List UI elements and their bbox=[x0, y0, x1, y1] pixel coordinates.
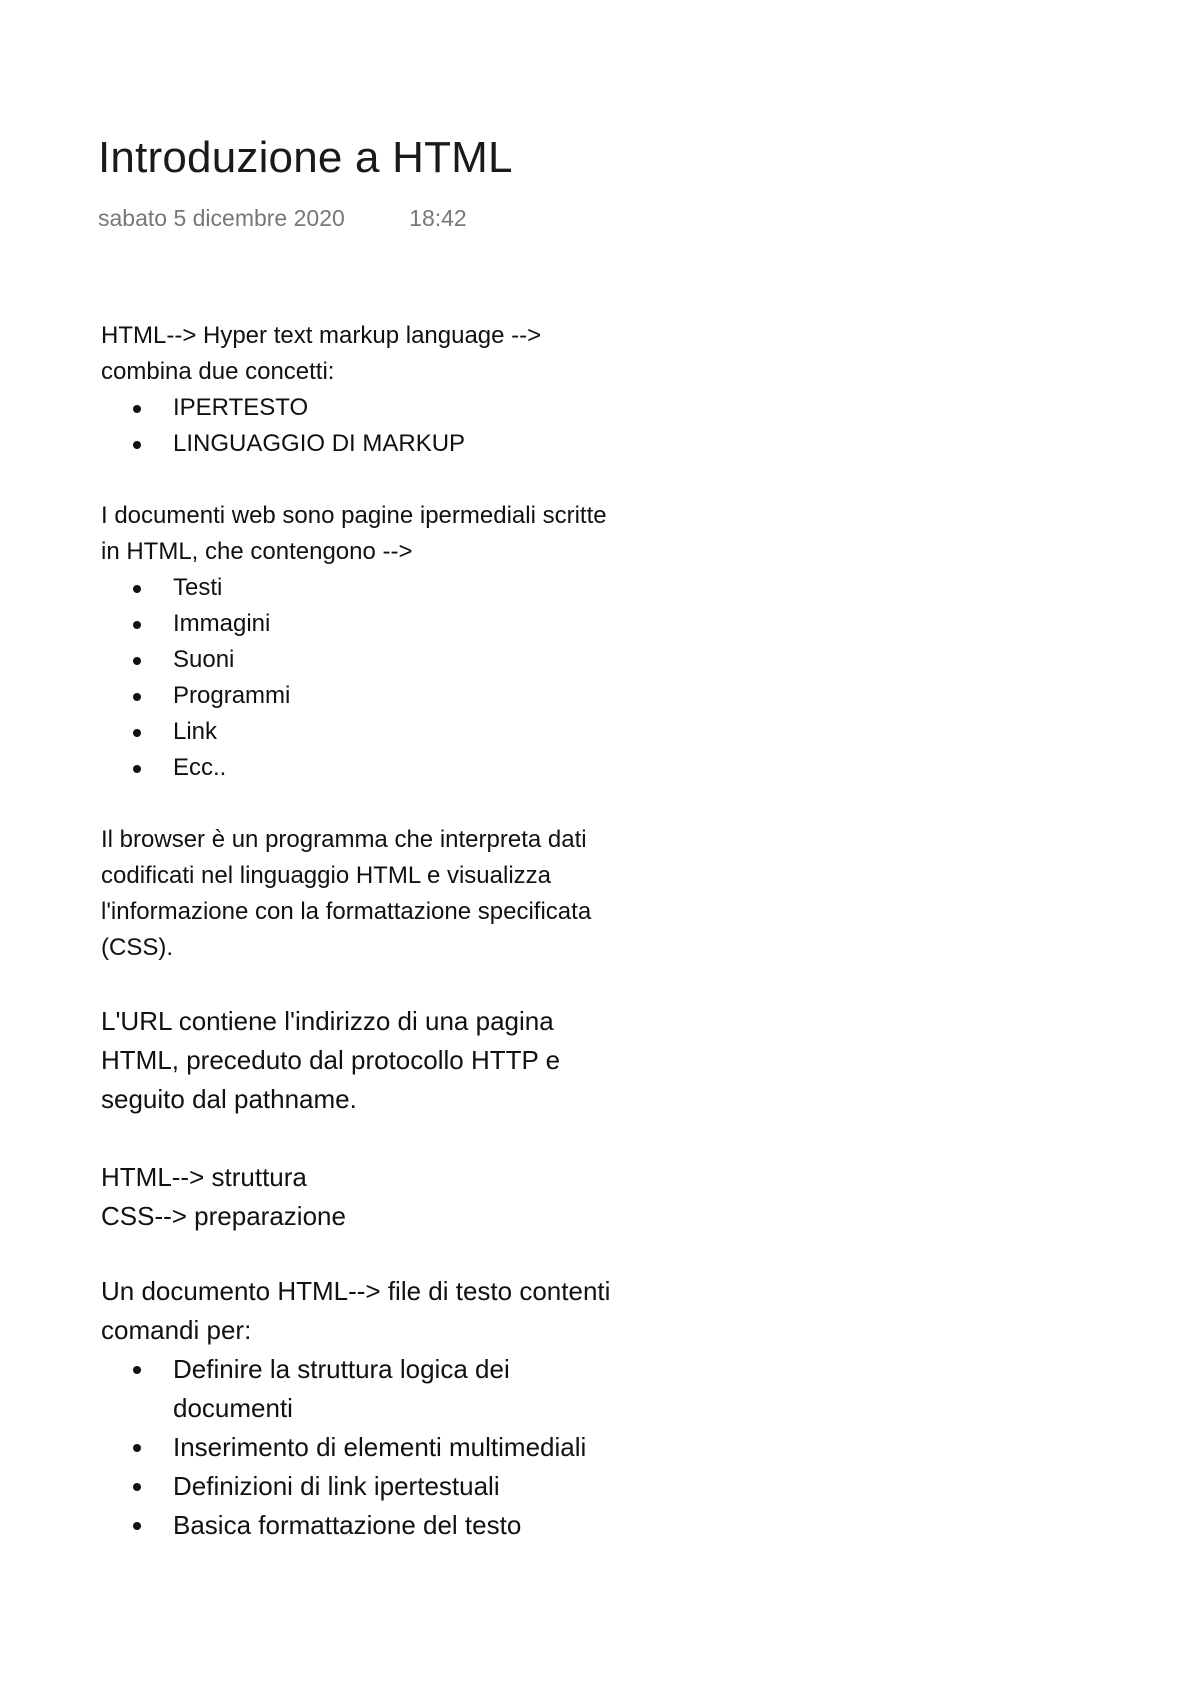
html-structure-line: HTML--> struttura bbox=[101, 1162, 307, 1192]
list-item-line: documenti bbox=[173, 1393, 293, 1423]
list-item: Inserimento di elementi multimediali bbox=[101, 1428, 741, 1467]
contents-list bbox=[101, 570, 741, 786]
doc-line-2: comandi per: bbox=[101, 1315, 252, 1345]
concepts-list bbox=[101, 390, 741, 462]
list-item: LINGUAGGIO DI MARKUP bbox=[101, 426, 741, 462]
list-item: Link bbox=[101, 714, 741, 750]
list-item: Basica formattazione del testo bbox=[101, 1506, 741, 1545]
browser-line-3: l'informazione con la formattazione specificata bbox=[101, 898, 592, 925]
note-timestamp bbox=[98, 205, 467, 232]
list-item: Ecc.. bbox=[101, 750, 741, 786]
url-line-3: seguito dal pathname. bbox=[101, 1084, 357, 1114]
note-body bbox=[101, 318, 741, 1545]
url-line-2: HTML, preceduto dal protocollo HTTP e bbox=[101, 1045, 561, 1075]
page-title: Introduzione a HTML bbox=[98, 133, 513, 182]
spacer bbox=[101, 1236, 741, 1272]
list-item: Programmi bbox=[101, 678, 741, 714]
list-item-line: Definire la struttura logica dei bbox=[173, 1354, 510, 1384]
intro-line-2: combina due concetti: bbox=[101, 358, 335, 385]
spacer bbox=[101, 462, 741, 498]
css-preparation-line: CSS--> preparazione bbox=[101, 1201, 346, 1231]
list-item: Testi bbox=[101, 570, 741, 606]
browser-line-4: (CSS). bbox=[101, 934, 173, 961]
url-line-1: L'URL contiene l'indirizzo di una pagina bbox=[101, 1006, 554, 1036]
intro-line-1: HTML--> Hyper text markup language --> bbox=[101, 322, 542, 349]
list-item: IPERTESTO bbox=[101, 390, 741, 426]
list-item: Definizioni di link ipertestuali bbox=[101, 1467, 741, 1506]
docs-line-1: I documenti web sono pagine ipermediali scritte bbox=[101, 502, 607, 529]
spacer bbox=[101, 966, 741, 1002]
spacer bbox=[101, 786, 741, 822]
list-item bbox=[101, 1350, 741, 1428]
browser-line-2: codificati nel linguaggio HTML e visualizza bbox=[101, 862, 551, 889]
note-date: sabato 5 dicembre 2020 bbox=[98, 205, 345, 231]
list-item: Suoni bbox=[101, 642, 741, 678]
doc-line-1: Un documento HTML--> file di testo contenti bbox=[101, 1276, 611, 1306]
note-time: 18:42 bbox=[409, 205, 467, 231]
spacer bbox=[101, 1119, 741, 1158]
list-item: Immagini bbox=[101, 606, 741, 642]
docs-line-2: in HTML, che contengono --> bbox=[101, 538, 413, 565]
commands-list bbox=[101, 1350, 741, 1545]
browser-line-1: Il browser è un programma che interpreta dati bbox=[101, 826, 587, 853]
